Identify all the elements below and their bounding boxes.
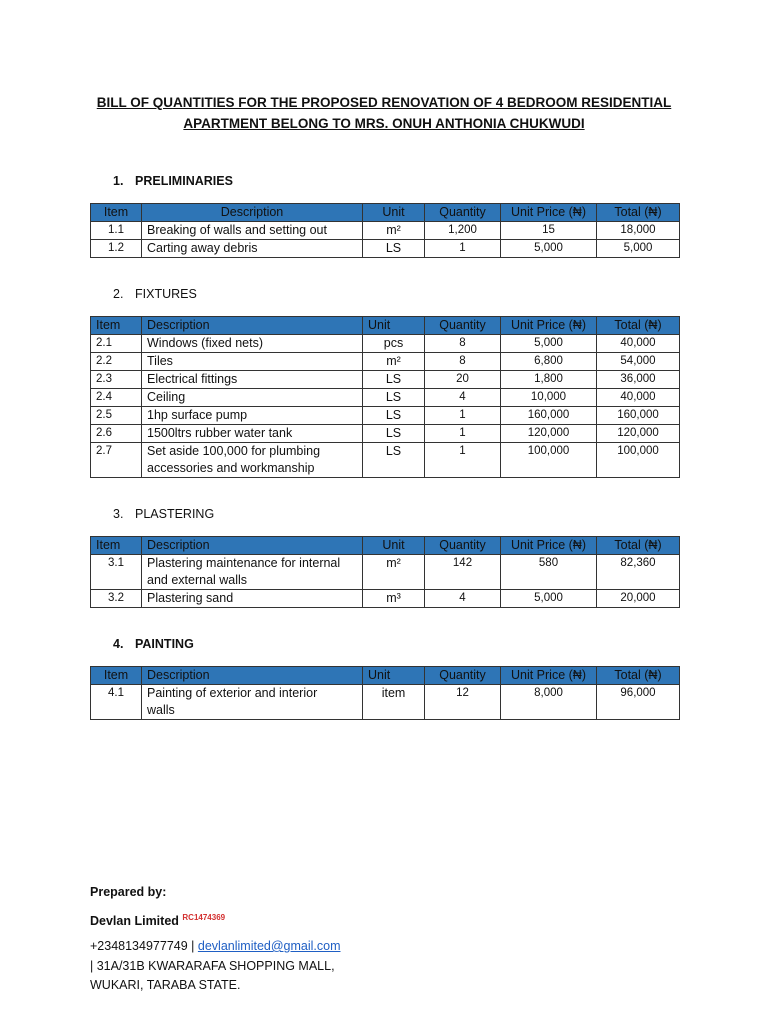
table-row bbox=[91, 389, 680, 407]
item-description: Breaking of walls and setting out bbox=[142, 222, 363, 240]
table-header-row bbox=[91, 537, 680, 555]
col-header-total: Total (₦) bbox=[597, 204, 680, 222]
table-row bbox=[91, 590, 680, 608]
item-unit: LS bbox=[363, 407, 425, 425]
item-unit-price: 5,000 bbox=[501, 335, 597, 353]
item-unit-price: 120,000 bbox=[501, 425, 597, 443]
item-description: 1hp surface pump bbox=[142, 407, 363, 425]
section-heading-painting: 4. PAINTING bbox=[113, 637, 194, 651]
address-line-1: | 31A/31B KWARARAFA SHOPPING MALL, bbox=[90, 959, 335, 973]
table-row bbox=[91, 425, 680, 443]
item-total: 5,000 bbox=[597, 240, 680, 258]
item-number: 1.2 bbox=[91, 240, 142, 258]
item-number: 2.6 bbox=[91, 425, 142, 443]
col-header-description: Description bbox=[142, 667, 363, 685]
item-total: 120,000 bbox=[597, 425, 680, 443]
col-header-quantity: Quantity bbox=[425, 317, 501, 335]
section-heading-fixtures: 2. FIXTURES bbox=[113, 287, 197, 301]
table-row bbox=[91, 685, 680, 720]
item-unit: m² bbox=[363, 555, 425, 590]
table-row bbox=[91, 407, 680, 425]
col-header-unit: Unit bbox=[363, 204, 425, 222]
item-total: 100,000 bbox=[597, 443, 680, 478]
item-quantity: 8 bbox=[425, 353, 501, 371]
item-description: Electrical fittings bbox=[142, 371, 363, 389]
item-quantity: 4 bbox=[425, 590, 501, 608]
item-unit-price: 100,000 bbox=[501, 443, 597, 478]
item-unit: pcs bbox=[363, 335, 425, 353]
item-total: 82,360 bbox=[597, 555, 680, 590]
item-quantity: 142 bbox=[425, 555, 501, 590]
col-header-unit: Unit bbox=[363, 537, 425, 555]
description-line-1: Painting of exterior and interior bbox=[147, 686, 318, 700]
item-unit: m² bbox=[363, 222, 425, 240]
company-name bbox=[90, 913, 225, 928]
table-row bbox=[91, 555, 680, 590]
item-description: Plastering sand bbox=[142, 590, 363, 608]
col-header-unit-price: Unit Price (₦) bbox=[501, 667, 597, 685]
item-description: Ceiling bbox=[142, 389, 363, 407]
col-header-total: Total (₦) bbox=[597, 317, 680, 335]
item-unit-price: 5,000 bbox=[501, 240, 597, 258]
col-header-unit-price: Unit Price (₦) bbox=[501, 204, 597, 222]
item-description: 1500ltrs rubber water tank bbox=[142, 425, 363, 443]
col-header-quantity: Quantity bbox=[425, 537, 501, 555]
col-header-total: Total (₦) bbox=[597, 667, 680, 685]
item-quantity: 8 bbox=[425, 335, 501, 353]
table-row bbox=[91, 240, 680, 258]
table-row bbox=[91, 443, 680, 478]
description-line-1: Plastering maintenance for internal bbox=[147, 556, 341, 570]
item-quantity: 1 bbox=[425, 240, 501, 258]
col-header-total: Total (₦) bbox=[597, 537, 680, 555]
col-header-item: Item bbox=[91, 317, 142, 335]
email-link[interactable]: devlanlimited@gmail.com bbox=[197, 939, 341, 953]
item-unit: LS bbox=[363, 240, 425, 258]
phone-number: +2348134977749 | bbox=[90, 939, 195, 953]
col-header-quantity: Quantity bbox=[425, 204, 501, 222]
item-unit-price: 10,000 bbox=[501, 389, 597, 407]
item-description bbox=[142, 443, 363, 478]
col-header-unit-price: Unit Price (₦) bbox=[501, 317, 597, 335]
col-header-description: Description bbox=[142, 317, 363, 335]
rc-number: RC1474369 bbox=[182, 913, 226, 922]
document-title bbox=[60, 92, 708, 134]
item-number: 2.7 bbox=[91, 443, 142, 478]
item-total: 96,000 bbox=[597, 685, 680, 720]
description-line-1: Set aside 100,000 for plumbing bbox=[147, 444, 321, 458]
fixtures-table bbox=[90, 316, 680, 478]
item-number: 2.5 bbox=[91, 407, 142, 425]
item-total: 40,000 bbox=[597, 335, 680, 353]
item-unit: LS bbox=[363, 443, 425, 478]
address-line-2: WUKARI, TARABA STATE. bbox=[90, 978, 241, 992]
table-row bbox=[91, 222, 680, 240]
painting-table bbox=[90, 666, 680, 720]
item-unit-price: 5,000 bbox=[501, 590, 597, 608]
item-unit: LS bbox=[363, 389, 425, 407]
item-unit: m³ bbox=[363, 590, 425, 608]
item-total: 40,000 bbox=[597, 389, 680, 407]
col-header-item: Item bbox=[91, 667, 142, 685]
title-line-2: APARTMENT BELONG TO MRS. ONUH ANTHONIA CHUKWUDI bbox=[183, 116, 585, 131]
item-unit-price: 6,800 bbox=[501, 353, 597, 371]
col-header-unit: Unit bbox=[363, 667, 425, 685]
item-number: 3.2 bbox=[91, 590, 142, 608]
item-unit-price: 15 bbox=[501, 222, 597, 240]
company-name-text: Devlan Limited bbox=[90, 914, 179, 929]
item-total: 18,000 bbox=[597, 222, 680, 240]
item-total: 36,000 bbox=[597, 371, 680, 389]
contact-line bbox=[90, 939, 341, 953]
item-quantity: 4 bbox=[425, 389, 501, 407]
plastering-table bbox=[90, 536, 680, 608]
item-description bbox=[142, 555, 363, 590]
col-header-unit-price: Unit Price (₦) bbox=[501, 537, 597, 555]
item-number: 2.1 bbox=[91, 335, 142, 353]
item-number: 1.1 bbox=[91, 222, 142, 240]
item-description bbox=[142, 685, 363, 720]
item-number: 2.3 bbox=[91, 371, 142, 389]
table-header-row bbox=[91, 317, 680, 335]
table-row bbox=[91, 335, 680, 353]
col-header-description: Description bbox=[142, 537, 363, 555]
item-quantity: 1 bbox=[425, 425, 501, 443]
item-description: Windows (fixed nets) bbox=[142, 335, 363, 353]
table-header-row bbox=[91, 667, 680, 685]
item-number: 2.2 bbox=[91, 353, 142, 371]
item-description: Carting away debris bbox=[142, 240, 363, 258]
item-quantity: 1 bbox=[425, 407, 501, 425]
col-header-item: Item bbox=[91, 204, 142, 222]
col-header-item: Item bbox=[91, 537, 142, 555]
item-number: 2.4 bbox=[91, 389, 142, 407]
description-line-2: walls bbox=[147, 703, 175, 717]
col-header-unit: Unit bbox=[363, 317, 425, 335]
item-quantity: 1 bbox=[425, 443, 501, 478]
item-quantity: 20 bbox=[425, 371, 501, 389]
item-unit: LS bbox=[363, 425, 425, 443]
item-unit-price: 160,000 bbox=[501, 407, 597, 425]
table-row bbox=[91, 353, 680, 371]
preliminaries-table bbox=[90, 203, 680, 258]
item-description: Tiles bbox=[142, 353, 363, 371]
col-header-quantity: Quantity bbox=[425, 667, 501, 685]
section-heading-preliminaries: 1. PRELIMINARIES bbox=[113, 174, 233, 188]
title-line-1: BILL OF QUANTITIES FOR THE PROPOSED RENOVATION OF 4 BEDROOM RESIDENTIAL bbox=[96, 95, 672, 110]
item-unit-price: 8,000 bbox=[501, 685, 597, 720]
item-total: 54,000 bbox=[597, 353, 680, 371]
item-number: 4.1 bbox=[91, 685, 142, 720]
item-unit: item bbox=[363, 685, 425, 720]
item-unit: m² bbox=[363, 353, 425, 371]
col-header-description: Description bbox=[142, 204, 363, 222]
item-unit: LS bbox=[363, 371, 425, 389]
description-line-2: accessories and workmanship bbox=[147, 461, 315, 475]
description-line-2: and external walls bbox=[147, 573, 248, 587]
item-quantity: 12 bbox=[425, 685, 501, 720]
item-number: 3.1 bbox=[91, 555, 142, 590]
prepared-by-label: Prepared by: bbox=[90, 885, 167, 899]
section-heading-plastering: 3. PLASTERING bbox=[113, 507, 215, 521]
table-header-row bbox=[91, 204, 680, 222]
item-unit-price: 580 bbox=[501, 555, 597, 590]
table-row bbox=[91, 371, 680, 389]
item-total: 160,000 bbox=[597, 407, 680, 425]
item-total: 20,000 bbox=[597, 590, 680, 608]
item-unit-price: 1,800 bbox=[501, 371, 597, 389]
item-quantity: 1,200 bbox=[425, 222, 501, 240]
